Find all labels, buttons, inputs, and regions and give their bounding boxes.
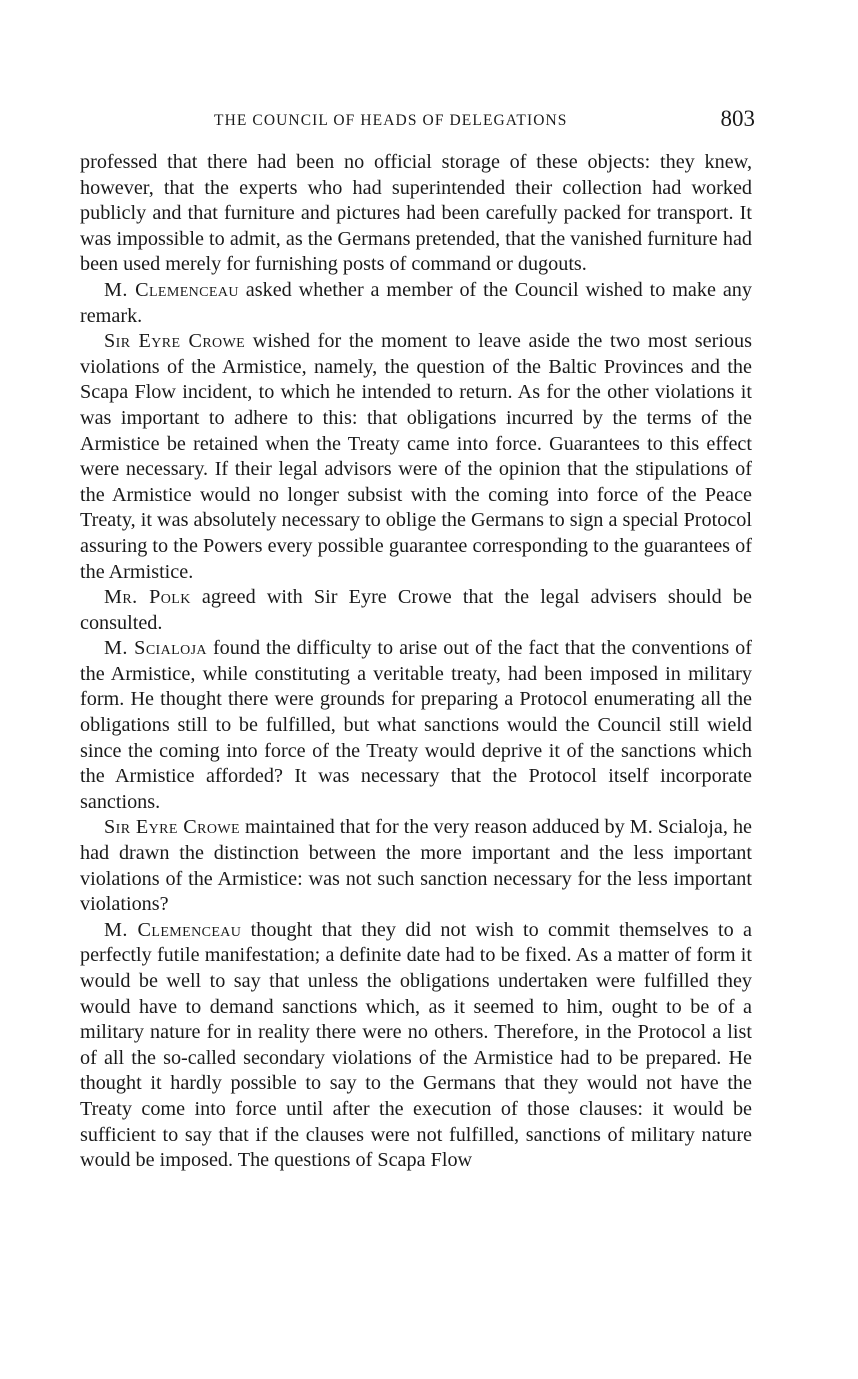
page-header <box>80 106 755 136</box>
paragraph-clemenceau-1 <box>80 278 752 329</box>
paragraph-crowe-1 <box>80 329 752 585</box>
paragraph-clemenceau-2 <box>80 918 752 1174</box>
paragraph-continuation <box>80 150 752 278</box>
paragraph-text: asked whether a member of the Council wished to make any remark. <box>80 278 752 327</box>
paragraph-text: thought that they did not wish to commit themselves to a perfectly futile manifestation; a definite date had to be fixed. As a matter of form it would be well to say that unless the obligations undertaken were fulfilled they would have to demand sanctions which, as it seemed to him, ought to be of a military nature for in reality there were no others. Therefore, in the Protocol a list of all the so-called secondary violations of the Armistice had to be prepared. He thought it hardly possible to say to the Germans that they would not have the Treaty come into force until after the execution of those clauses: it would be sufficient to say that if the clauses were not fulfilled, sanctions of military nature would be imposed. The questions of Scapa Flow <box>80 918 752 1172</box>
paragraph-polk <box>80 585 752 636</box>
body-text <box>80 150 752 1174</box>
paragraph-text: wished for the moment to leave aside the two most serious violations of the Armistice, namely, the question of the Baltic Provinces and the Scapa Flow incident, to which he intended to return. As for the other violations it was important to adhere to this: that obligations incurred by the terms of the Armistice be retained when the Treaty came into force. Guarantees to this effect were necessary. If their legal advisors were of the opinion that the stipulations of the Armistice would no longer subsist with the coming into force of the Peace Treaty, it was absolutely necessary to oblige the Germans to sign a special Protocol assuring to the Powers every possible guarantee corresponding to the guarantees of the Armistice. <box>80 330 752 583</box>
paragraph-crowe-2 <box>80 815 752 917</box>
paragraph-text: agreed with Sir Eyre Crowe that the legal advisers should be consulted. <box>80 586 752 634</box>
speaker-name: Mr. Polk <box>104 586 191 609</box>
page-number: 803 <box>720 106 755 131</box>
paragraph-scialoja <box>80 636 752 815</box>
speaker-name: Sir Eyre Crowe <box>104 330 246 353</box>
running-head: THE COUNCIL OF HEADS OF DELEGATIONS <box>214 112 568 129</box>
speaker-name: M. Clemenceau <box>104 918 242 941</box>
paragraph-text: professed that there had been no official storage of these objects: they knew, however, that the experts who had superintended their collection had worked publicly and that furniture and pictures had been carefully packed for transport. It was impossible to admit, as the Germans pretended, that the vanished furniture had been used merely for furnishing posts of command or dugouts. <box>80 151 752 276</box>
paragraph-text: maintained that for the very reason adduced by M. Scialoja, he had drawn the distinction between the more important and the less important violations of the Armistice: was not such sanction necessary for the less important violations? <box>80 816 753 916</box>
speaker-name: Sir Eyre Crowe <box>104 816 240 839</box>
paragraph-text: found the difficulty to arise out of the fact that the conventions of the Armistice, while constituting a veritable treaty, had been imposed in military form. He thought there were grounds for preparing a Protocol enumerating all the obligations still to be fulfilled, but what sanctions would the Council still wield since the coming into force of the Treaty would deprive it of the sanctions which the Armistice afforded? It was necessary that the Protocol itself incorporate sanctions. <box>80 637 752 813</box>
speaker-name: M. Scialoja <box>104 637 207 660</box>
speaker-name: M. Clemenceau <box>104 278 239 301</box>
